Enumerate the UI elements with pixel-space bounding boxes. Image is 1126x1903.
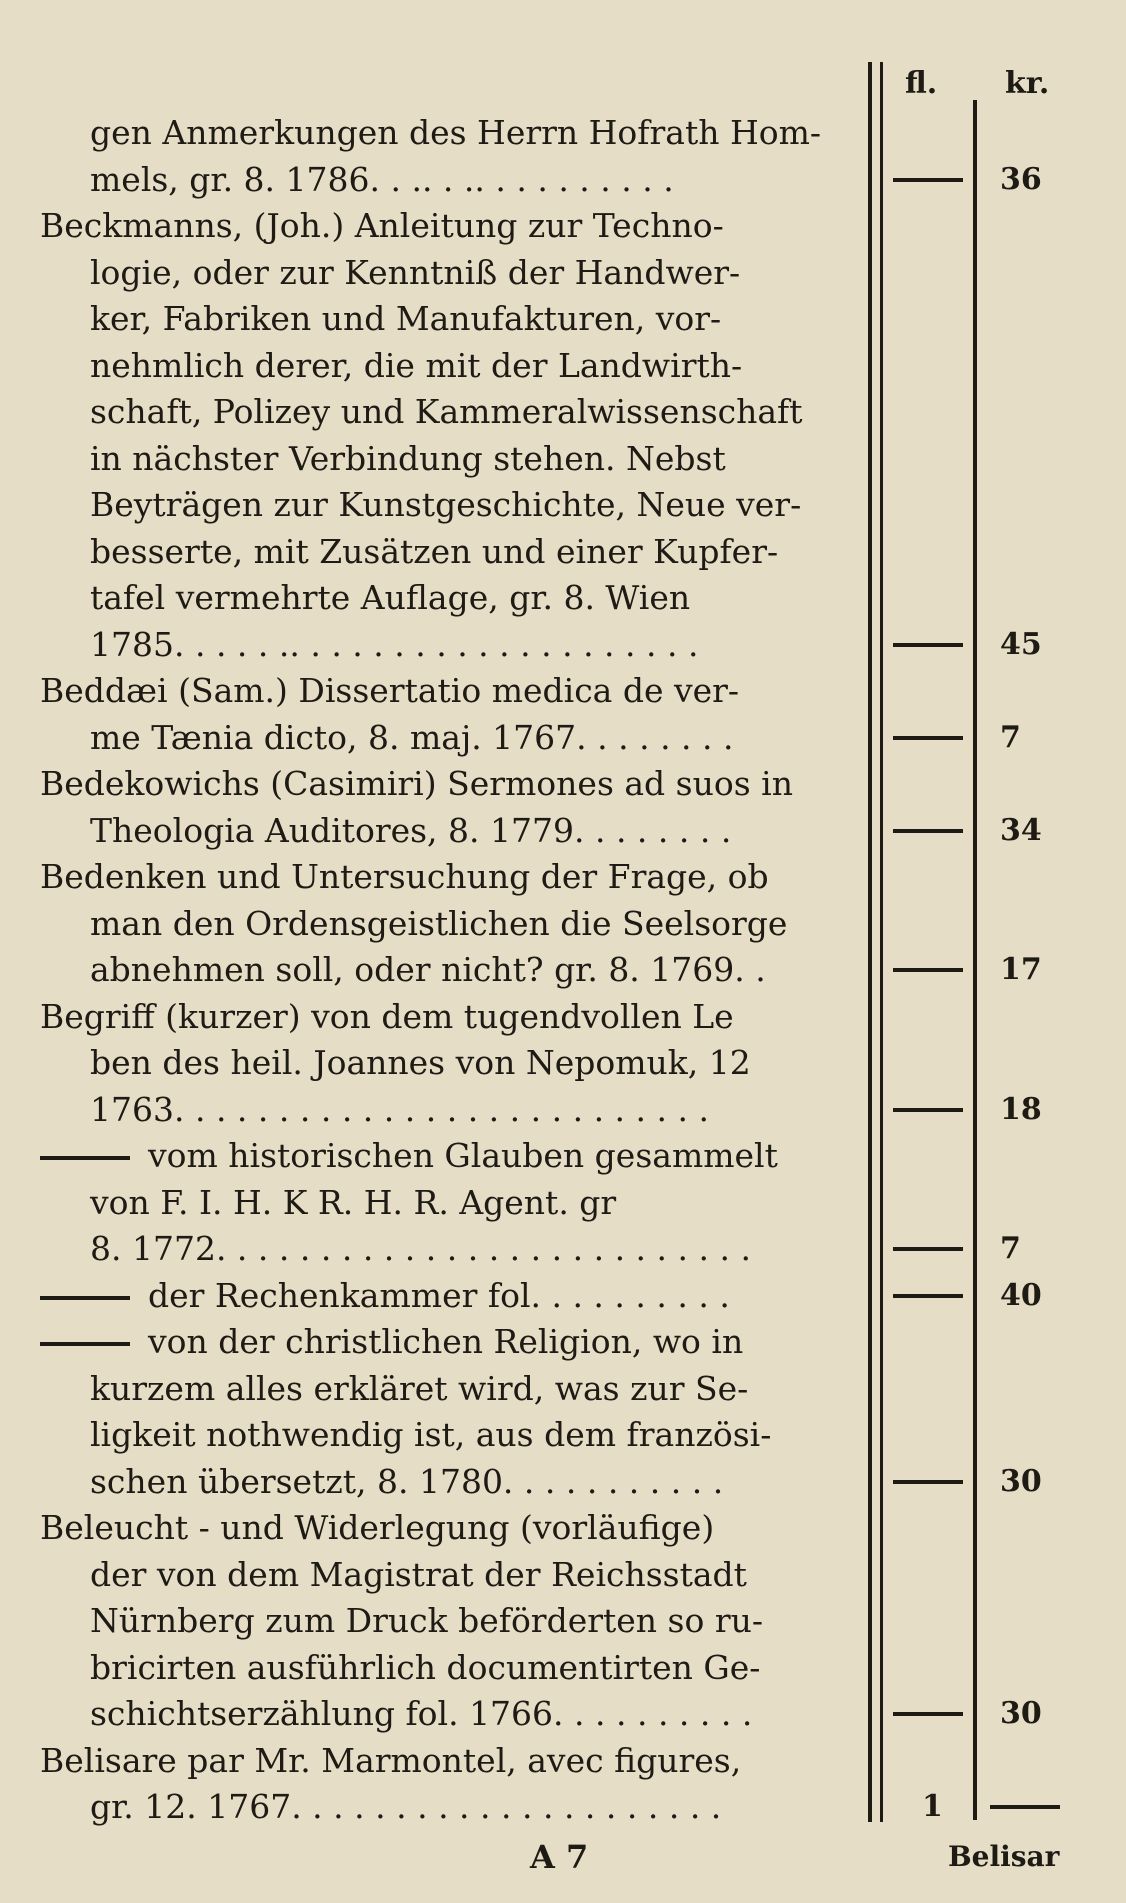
entry-text: mels, gr. 8. 1786. . .. . .. . . . . . . . . . (90, 159, 674, 199)
entry-line (40, 901, 860, 948)
left-column-rule (868, 62, 872, 1822)
entry-text: gen Anmerkungen des Herrn Hofrath Hom- (90, 113, 822, 152)
entry-line (40, 1645, 860, 1692)
fl-blank-dash (893, 968, 963, 972)
entry-line (40, 1552, 860, 1599)
fl-blank-dash (893, 1247, 963, 1251)
entry-text: abnehmen soll, oder nicht? gr. 8. 1769. . (90, 950, 766, 989)
entry-line (40, 808, 860, 855)
entry-text: in nächster Verbindung stehen. Nebst (90, 438, 726, 478)
entry-line (40, 1040, 860, 1087)
kr-price: 40 (1000, 1277, 1042, 1313)
entry-text: 1785. . . . . .. . . . . . . . . . . . . . . . . . . . (90, 624, 699, 664)
entry-text: tafel vermehrte Auflage, gr. 8. Wien (90, 578, 691, 617)
entry-line (40, 1319, 860, 1366)
entry-text: Theologia Auditores, 8. 1779. . . . . . . . (90, 810, 732, 850)
entry-line (40, 1087, 860, 1134)
entry-line (40, 1598, 860, 1645)
entry-line (40, 436, 860, 483)
entry-line (40, 482, 860, 529)
entry-text: 8. 1772. . . . . . . . . . . . . . . . . . . . . . . . . . (90, 1229, 751, 1268)
fl-blank-dash (893, 643, 963, 647)
entry-text: man den Ordensgeistlichen die Seelsorge (90, 903, 788, 943)
entry-line (40, 1505, 860, 1552)
entry-line (40, 157, 860, 204)
entry-line (40, 715, 860, 762)
fl-blank-dash (893, 829, 963, 833)
entry-text: vom historischen Glauben gesammelt (148, 1136, 778, 1175)
entry-text: me Tænia dicto, 8. maj. 1767. . . . . . . . (90, 717, 734, 757)
entry-text: Bedenken und Untersuchung der Frage, ob (40, 857, 769, 896)
entry-line (40, 854, 860, 901)
entry-line (40, 203, 860, 250)
entry-text: ker, Fabriken und Manufakturen, vor- (90, 299, 722, 338)
entry-text: von der christlichen Religion, wo in (148, 1322, 744, 1361)
catalog-entries (40, 110, 860, 1831)
left-column-rule-inner (880, 62, 883, 1822)
entry-text: schen übersetzt, 8. 1780. . . . . . . . . . . (90, 1461, 724, 1501)
entry-text: Beckmanns, (Joh.) Anleitung zur Techno- (40, 206, 724, 245)
entry-line (40, 529, 860, 576)
entry-line (40, 1133, 860, 1180)
catchword: Belisar (948, 1840, 1060, 1873)
ditto-dash (40, 1342, 130, 1346)
entry-text: Belisare par Mr. Marmontel, avec figures, (40, 1740, 742, 1780)
entry-text: bricirten ausführlich documentirten Ge- (90, 1647, 761, 1687)
fl-blank-dash (893, 1712, 963, 1716)
entry-text: Beyträgen zur Kunstgeschichte, Neue ver- (90, 485, 802, 524)
entry-line (40, 343, 860, 390)
kr-price: 18 (1000, 1091, 1042, 1127)
kr-price: 17 (1000, 952, 1042, 988)
entry-text: ben des heil. Joannes von Nepomuk, 12 (90, 1043, 751, 1082)
entry-line (40, 622, 860, 669)
kr-price: 30 (1000, 1696, 1042, 1732)
entry-text: von F. I. H. K R. H. R. Agent. gr (90, 1182, 617, 1222)
entry-line (40, 296, 860, 343)
fl-blank-dash (893, 178, 963, 182)
column-header-kr: kr. (1005, 66, 1050, 101)
entry-text: Beddæi (Sam.) Dissertatio medica de ver- (40, 671, 740, 710)
entry-text: besserte, mit Zusätzen und einer Kupfer- (90, 531, 779, 571)
entry-line (40, 110, 860, 157)
entry-line (40, 1366, 860, 1413)
entry-line (40, 1412, 860, 1459)
entry-text: Beleucht - und Widerlegung (vorläufige) (40, 1508, 715, 1547)
kr-price: 7 (1000, 1231, 1021, 1267)
kr-blank-dash (990, 1805, 1060, 1809)
entry-text: der Rechenkammer fol. . . . . . . . . . (148, 1275, 730, 1315)
entry-line (40, 1459, 860, 1506)
entry-line (40, 668, 860, 715)
fl-blank-dash (893, 1480, 963, 1484)
signature-mark: A 7 (530, 1838, 589, 1876)
ditto-dash (40, 1296, 130, 1300)
fl-blank-dash (893, 736, 963, 740)
entry-text: schichtserzählung fol. 1766. . . . . . . . . . (90, 1694, 753, 1733)
ditto-dash (40, 1156, 130, 1160)
fl-blank-dash (893, 1294, 963, 1298)
entry-line (40, 761, 860, 808)
entry-line (40, 575, 860, 622)
entry-line (40, 250, 860, 297)
entry-text: Nürnberg zum Druck beförderten so ru- (90, 1601, 764, 1640)
fl-blank-dash (893, 1108, 963, 1112)
entry-text: nehmlich derer, die mit der Landwirth- (90, 345, 743, 385)
kr-price: 45 (1000, 626, 1042, 662)
entry-text: Begriff (kurzer) von dem tugendvollen Le (40, 996, 734, 1036)
entry-text: schaft, Polizey und Kammeralwissenschaft (90, 392, 803, 431)
kr-column-rule (973, 100, 977, 1820)
column-header-fl: fl. (905, 66, 938, 101)
kr-price: 36 (1000, 161, 1042, 197)
entry-text: der von dem Magistrat der Reichsstadt (90, 1554, 747, 1594)
entry-text: kurzem alles erkläret wird, was zur Se- (90, 1368, 749, 1408)
entry-text: ligkeit nothwendig ist, aus dem französi- (90, 1415, 772, 1454)
entry-line (40, 1784, 860, 1831)
kr-price: 34 (1000, 812, 1042, 848)
entry-text: 1763. . . . . . . . . . . . . . . . . . . . . . . . . . (90, 1089, 709, 1129)
kr-price: 7 (1000, 719, 1021, 755)
entry-text: Bedekowichs (Casimiri) Sermones ad suos in (40, 764, 793, 803)
entry-line (40, 947, 860, 994)
entry-line (40, 1691, 860, 1738)
entry-line (40, 1180, 860, 1227)
kr-price: 30 (1000, 1463, 1042, 1499)
entry-text: logie, oder zur Kenntniß der Handwer- (90, 252, 741, 292)
entry-line (40, 1273, 860, 1320)
entry-line (40, 994, 860, 1041)
fl-price: 1 (922, 1789, 943, 1825)
entry-line (40, 389, 860, 436)
entry-line (40, 1738, 860, 1785)
entry-text: gr. 12. 1767. . . . . . . . . . . . . . . . . . . . . (90, 1787, 722, 1826)
entry-line (40, 1226, 860, 1273)
